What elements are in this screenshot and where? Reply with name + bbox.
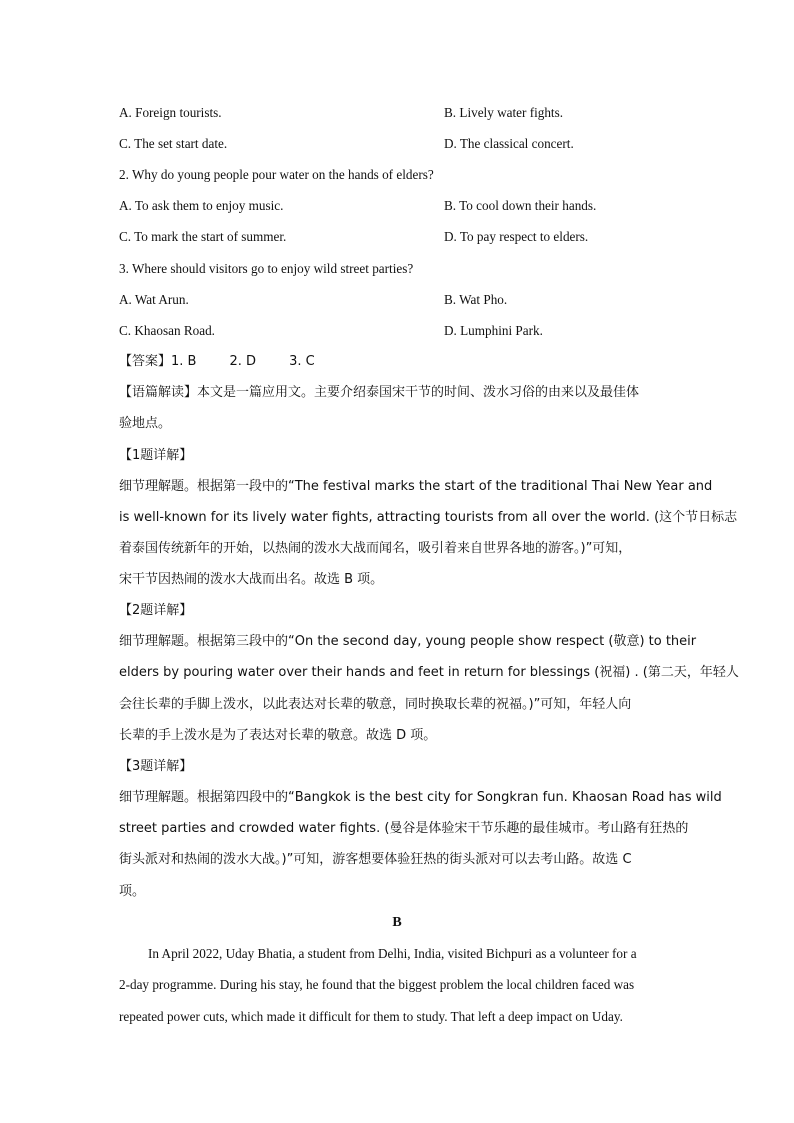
detail-3-heading: 【3题详解】: [119, 759, 193, 774]
detail-3-line-2: street parties and crowded water fights. (曼谷是体验宋干节乐趣的最佳城市。考山路有狂热的: [119, 821, 689, 836]
detail-3-line-4: 项。: [119, 884, 146, 899]
detail-1-line-2: is well-known for its lively water fights, attracting tourists from all over the world. (这个节日标志: [119, 510, 738, 525]
q1-option-d: D. The classical concert.: [444, 136, 574, 151]
q3-option-b: B. Wat Pho.: [444, 292, 508, 307]
q3-question: 3. Where should visitors go to enjoy wild street parties?: [119, 261, 414, 276]
q2-question: 2. Why do young people pour water on the hands of elders?: [119, 167, 434, 182]
q3-option-c: C. Khaosan Road.: [119, 323, 215, 338]
answer-line: 【答案】1. B 2. D 3. C: [119, 354, 315, 369]
detail-2-line-4: 长辈的手上泼水是为了表达对长辈的敬意。故选 D 项。: [119, 728, 437, 743]
section-b-line-1: In April 2022, Uday Bhatia, a student from Delhi, India, visited Bichpuri as a volunteer for a: [148, 946, 637, 961]
reading-interpretation-line-2: 验地点。: [119, 416, 172, 431]
detail-1-line-3: 着泰国传统新年的开始，以热闹的泼水大战而闻名，吸引着来自世界各地的游客。)”可知，: [119, 541, 632, 556]
section-b-heading: B: [392, 915, 402, 930]
q3-option-a: A. Wat Arun.: [119, 292, 189, 307]
q2-option-b: B. To cool down their hands.: [444, 198, 597, 213]
detail-3-line-1: 细节理解题。根据第四段中的“Bangkok is the best city for Songkran fun. Khaosan Road has wild: [119, 790, 722, 805]
q1-option-c: C. The set start date.: [119, 136, 228, 151]
detail-2-line-3: 会往长辈的手脚上泼水，以此表达对长辈的敬意，同时换取长辈的祝福。)”可知，年轻人向: [119, 697, 632, 712]
q2-option-a: A. To ask them to enjoy music.: [119, 198, 284, 213]
q2-option-d: D. To pay respect to elders.: [444, 229, 589, 244]
section-b-line-2: 2-day programme. During his stay, he found that the biggest problem the local children faced was: [119, 977, 635, 992]
q2-option-c: C. To mark the start of summer.: [119, 229, 287, 244]
section-b-line-3: repeated power cuts, which made it difficult for them to study. That left a deep impact on Uday.: [119, 1009, 623, 1024]
detail-1-line-4: 宋干节因热闹的泼水大战而出名。故选 B 项。: [119, 572, 384, 587]
detail-2-heading: 【2题详解】: [119, 603, 193, 618]
detail-3-line-3: 街头派对和热闹的泼水大战。)”可知，游客想要体验狂热的街头派对可以去考山路。故选 C: [119, 852, 632, 867]
detail-2-line-1: 细节理解题。根据第三段中的“On the second day, young people show respect (敬意) to their: [119, 634, 697, 649]
q1-option-a: A. Foreign tourists.: [119, 105, 222, 120]
detail-2-line-2: elders by pouring water over their hands and feet in return for blessings (祝福) . (第二天，年轻人: [119, 665, 739, 680]
q1-option-b: B. Lively water fights.: [444, 105, 564, 120]
q3-option-d: D. Lumphini Park.: [444, 323, 543, 338]
detail-1-heading: 【1题详解】: [119, 448, 193, 463]
reading-interpretation-line-1: 【语篇解读】本文是一篇应用文。主要介绍泰国宋干节的时间、泼水习俗的由来以及最佳体: [119, 385, 640, 400]
detail-1-line-1: 细节理解题。根据第一段中的“The festival marks the start of the traditional Thai New Year and: [119, 479, 713, 494]
